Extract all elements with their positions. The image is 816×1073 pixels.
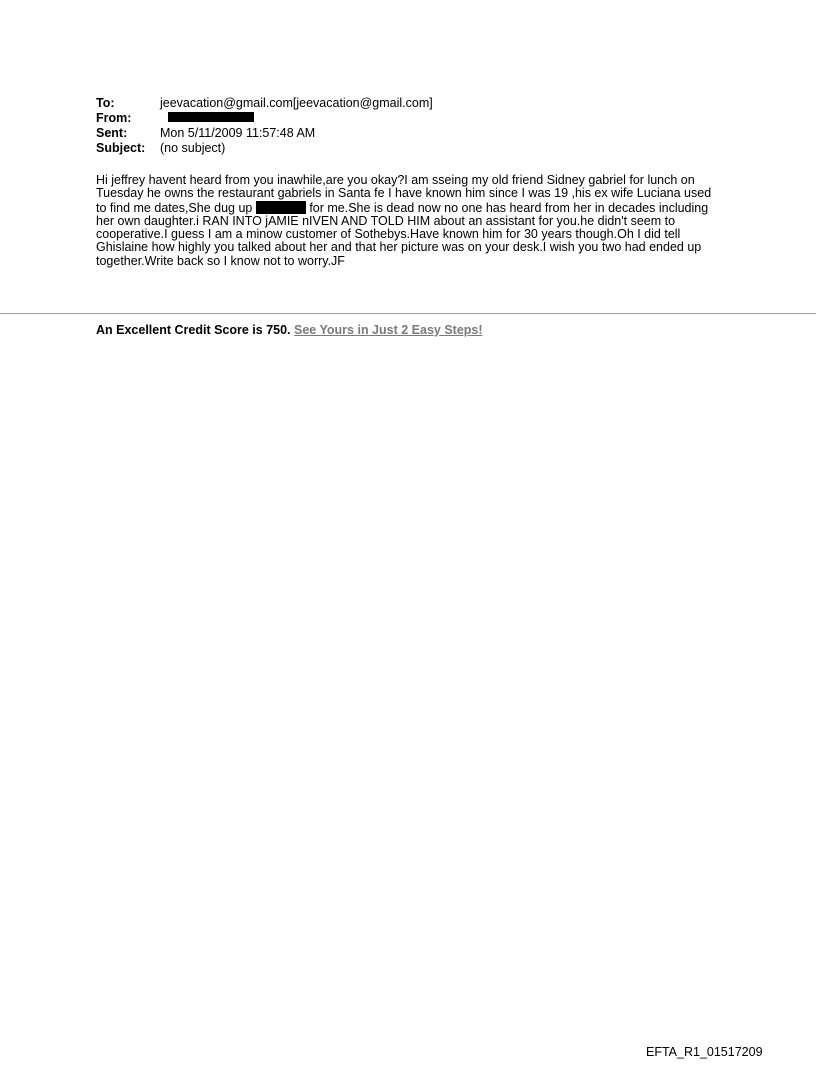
document-id: EFTA_R1_01517209 [646, 1045, 763, 1059]
body-line: Tuesday he owns the restaurant gabriels in Santa fe I have known him since I was 19 ,his ex wife Luciana used [96, 186, 712, 201]
to-label: To: [96, 96, 115, 110]
body-line: her own daughter.i RAN INTO jAMIE nIVEN AND TOLD HIM about an assistant for you.he didn't seem to [96, 213, 676, 228]
body-redaction [256, 201, 306, 214]
email-header [96, 96, 433, 156]
from-label: From: [96, 111, 132, 125]
from-redaction [168, 112, 254, 122]
body-line: together.Write back so I know not to worry.JF [96, 253, 345, 268]
sent-label: Sent: [96, 126, 128, 140]
subject-row [96, 141, 433, 156]
sent-row [96, 126, 433, 141]
subject-label: Subject: [96, 141, 146, 155]
body-text-segment: for me.She is dead now no one has heard from her in decades including [305, 200, 709, 215]
to-row [96, 96, 433, 111]
ad-text: An Excellent Credit Score is 750. [96, 323, 291, 337]
to-value: jeevacation@gmail.com[jeevacation@gmail.com] [160, 96, 433, 110]
advertisement [96, 323, 483, 338]
body-line: Ghislaine how highly you talked about her and that her picture was on your desk.I wish you two had ended up [96, 240, 702, 255]
subject-value: (no subject) [160, 141, 226, 155]
ad-link[interactable]: See Yours in Just 2 Easy Steps! [294, 323, 483, 337]
body-line [96, 201, 736, 215]
email-body [96, 174, 736, 268]
divider [0, 313, 816, 314]
from-row [96, 111, 433, 126]
body-text-segment: to find me dates,She dug up [96, 200, 256, 215]
body-line: cooperative.I guess I am a minow customer of Sothebys.Have known him for 30 years though.Oh I did tell [96, 227, 681, 242]
body-line: Hi jeffrey havent heard from you inawhile,are you okay?I am sseing my old friend Sidney gabriel for lunch on [96, 173, 695, 187]
sent-value: Mon 5/11/2009 11:57:48 AM [160, 126, 316, 140]
